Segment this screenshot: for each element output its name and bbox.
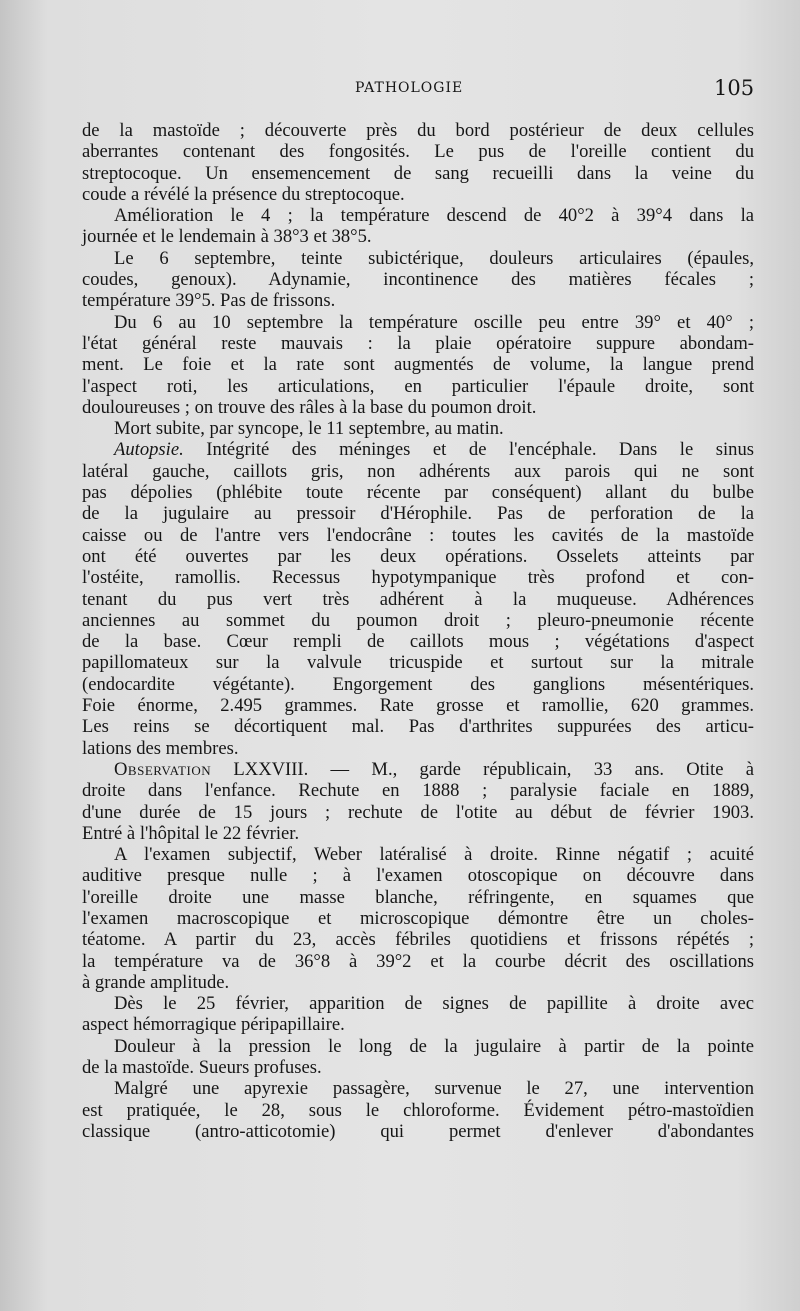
text-line: Les reins se décortiquent mal. Pas d'arthrites suppurées des articu- [82, 716, 754, 738]
text-run: Intégrité des méninges et de l'encéphale. Dans le sinus [206, 439, 754, 461]
text-line: d'une durée de 15 jours ; rechute de l'otite au début de février 1903. [82, 801, 754, 823]
text-line: (endocardite végétante). Engorgement des ganglions mésentériques. [82, 673, 754, 695]
text-line: Mort subite, par syncope, le 11 septembre, au matin. [114, 418, 504, 440]
text-line: douloureuses ; on trouve des râles à la base du poumon droit. [82, 396, 537, 418]
body-text [82, 120, 754, 1142]
text-line: l'examen macroscopique et microscopique démontre être un choles- [82, 907, 754, 929]
text-line: caisse ou de l'antre vers l'endocrâne : toutes les cavités de la mastoïde [82, 524, 754, 546]
text-line: ont été ouvertes par les deux opérations. Osselets atteints par [82, 545, 754, 567]
text-line: auditive presque nulle ; à l'examen otoscopique on découvre dans [82, 865, 754, 887]
text-line: pas dépolies (phlébite toute récente par conséquent) allant du bulbe [82, 482, 754, 504]
text-line: l'ostéite, ramollis. Recessus hypotympanique très profond et con- [82, 567, 754, 589]
text-line: température 39°5. Pas de frissons. [82, 290, 336, 312]
text-line: Du 6 au 10 septembre la température oscille peu entre 39° et 40° ; [114, 311, 754, 333]
text-line: coude a révélé la présence du streptocoque. [82, 183, 405, 205]
text-line: anciennes au sommet du poumon droit ; pleuro-pneumonie récente [82, 609, 754, 631]
text-line: lations des membres. [82, 737, 239, 759]
text-line: de la base. Cœur rempli de caillots mous ; végétations d'aspect [82, 631, 754, 653]
text-line: téatome. A partir du 23, accès fébriles quotidiens et frissons répétés ; [82, 929, 754, 951]
text-line: l'oreille droite une masse blanche, réfringente, en squames que [82, 886, 754, 908]
text-line: A l'examen subjectif, Weber latéralisé à droite. Rinne négatif ; acuité [114, 844, 754, 866]
text-line: tenant du pus vert très adhérent à la muqueuse. Adhérences [82, 588, 754, 610]
page-header [0, 76, 800, 104]
text-line: ment. Le foie et la rate sont augmentés de volume, la langue prend [82, 354, 754, 376]
text-line: Entré à l'hôpital le 22 février. [82, 822, 300, 844]
text-line: aspect hémorragique péripapillaire. [82, 1014, 345, 1036]
text-line: l'aspect roti, les articulations, en particulier l'épaule droite, sont [82, 375, 754, 397]
text-line: Douleur à la pression le long de la jugulaire à partir de la pointe [114, 1035, 754, 1057]
text-run: LXXVIII. — M., garde républicain, 33 ans. Otite à [233, 758, 754, 780]
text-line: Amélioration le 4 ; la température descend de 40°2 à 39°4 dans la [114, 205, 754, 227]
text-line: de la mastoïde. Sueurs profuses. [82, 1057, 322, 1079]
text-line: droite dans l'enfance. Rechute en 1888 ; paralysie faciale en 1889, [82, 780, 754, 802]
text-line [82, 759, 754, 780]
text-line: Foie énorme, 2.495 grammes. Rate grosse et ramollie, 620 grammes. [82, 695, 754, 717]
text-line: latéral gauche, caillots gris, non adhérents aux parois qui ne sont [82, 460, 754, 482]
text-line: papillomateux sur la valvule tricuspide et surtout sur la mitrale [82, 652, 754, 674]
text-line: de la mastoïde ; découverte près du bord postérieur de deux cellules [82, 120, 754, 141]
text-line: streptocoque. Un ensemencement de sang recueilli dans la veine du [82, 162, 754, 184]
text-line: à grande amplitude. [82, 971, 230, 993]
text-line: Dès le 25 février, apparition de signes de papillite à droite avec [114, 993, 754, 1015]
text-line: aberrantes contenant des fongosités. Le pus de l'oreille contient du [82, 141, 754, 163]
text-line: coudes, genoux). Adynamie, incontinence des matières fécales ; [82, 269, 754, 291]
text-line: journée et le lendemain à 38°3 et 38°5. [82, 226, 372, 248]
text-line: la température va de 36°8 à 39°2 et la courbe décrit des oscillations [82, 950, 754, 972]
text-line: l'état général reste mauvais : la plaie opératoire suppure abondam- [82, 332, 754, 354]
text-line: est pratiquée, le 28, sous le chloroforme. Évidement pétro-mastoïdien [82, 1099, 754, 1121]
text-line: classique (antro-atticotomie) qui permet d'enlever d'abondantes [82, 1120, 754, 1142]
running-title: PATHOLOGIE [355, 80, 464, 96]
text-line: Le 6 septembre, teinte subictérique, douleurs articulaires (épaules, [114, 247, 754, 269]
observation-label: Observation [114, 758, 212, 780]
text-line: Malgré une apyrexie passagère, survenue le 27, une intervention [114, 1078, 754, 1100]
autopsie-label: Autopsie. [114, 439, 184, 461]
page-number: 105 [714, 76, 755, 100]
text-line: de la jugulaire au pressoir d'Hérophile. Pas de perforation de la [82, 503, 754, 525]
text-line [82, 439, 754, 460]
